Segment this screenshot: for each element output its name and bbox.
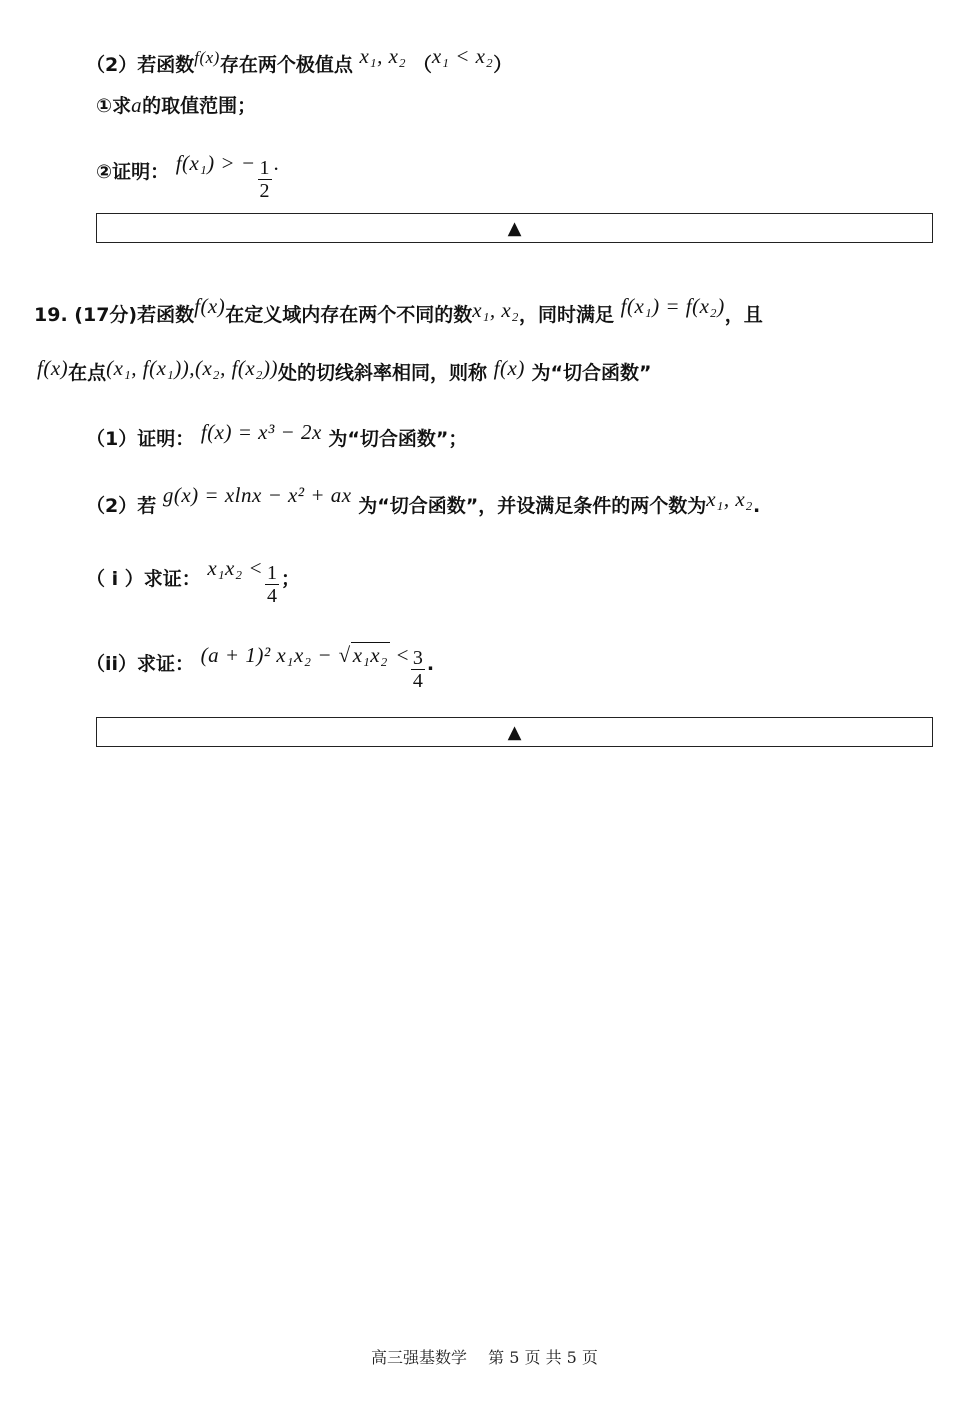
q19-line2-func: f(x) [37,356,69,380]
q18-part2-func: f(x) [194,48,220,67]
q18-part2-line [86,40,512,81]
q18-item1-text-b: 的取值范围； [142,95,257,117]
q19-line2-text2: 处的切线斜率相同，则称 [278,362,488,384]
q19-i-line [86,538,300,609]
q19-score: (17分)若函数 [74,304,195,326]
q18-item2-line [96,138,279,202]
q19-ii-frac-den: 4 [412,670,423,692]
q19-i-frac-num: 1 [267,562,278,584]
answer-box-19[interactable] [96,717,933,747]
q19-ii-end: . [426,653,435,675]
q18-cond-close: ） [493,54,513,76]
answer-box-18[interactable] [96,213,933,243]
q19-line2 [37,352,651,389]
q19-part2-vars: x₁, x₂ [706,487,753,511]
q19-line1 [34,290,763,331]
q18-item1-mark: ① [96,95,113,117]
q19-vars: x₁, x₂ [472,298,520,322]
q18-item1-var: a [131,93,143,117]
q19-text1: 在定义域内存在两个不同的数 [225,304,473,326]
page-footer: 高三强基数学 第 5 页 共 5 页 [371,1348,598,1367]
q19-i-fraction [265,562,279,607]
q19-i-expr: x₁x₂ < [207,556,264,580]
q18-part2-vars: x₁, x₂ [359,44,407,68]
q18-cond-open: （ [412,54,432,76]
q18-item2-frac-den: 2 [259,180,270,202]
q18-item1-line [96,89,256,122]
q19-i-end: ； [281,568,301,590]
q18-item2-end: . [273,151,280,175]
q19-number: 19. [34,304,68,326]
q19-part1-label: （1）证明： [86,428,195,450]
answer-triangle-icon: ▲ [507,217,522,239]
q19-ii-sqrt: x₁x₂ [352,643,388,667]
q19-part1-line [86,416,467,455]
q19-i-label: （ i ）求证： [86,568,201,590]
q19-func: f(x) [194,294,226,318]
q19-ii-lt: < [396,643,409,667]
q19-ii-label: （ii）求证： [86,653,195,675]
q18-item2-expr: f(x₁) > − [175,151,256,175]
q19-line2-text3: 为“切合函数” [531,362,652,384]
q18-item1-text-a: 求 [112,95,132,117]
q19-text2: ，同时满足 [519,304,615,326]
q19-part2-line [86,479,760,522]
q19-line2-points: (x₁, f(x₁)),(x₂, f(x₂)) [106,356,279,380]
q18-part2-cond: x₁ < x₂ [431,44,494,68]
q19-part1-end: 为“切合函数”； [328,428,468,450]
q19-part2-end: . [752,495,761,517]
q19-part2-expr: g(x) = xlnx − x² + ax [162,483,352,507]
q19-text3: ，且 [724,304,763,326]
q19-part1-expr: f(x) = x³ − 2x [200,420,322,444]
q19-eq: f(x₁) = f(x₂) [620,294,725,318]
q18-item2-frac-num: 1 [259,157,270,179]
q18-part2-mid: 存在两个极值点 [219,54,353,76]
q19-part2-text: 为“切合函数”，并设满足条件的两个数为 [358,495,707,517]
q19-ii-fraction [411,647,425,692]
q18-item2-fraction [258,157,272,202]
sqrt-radical-icon: √ [338,643,351,667]
q19-line2-text1: 在点 [68,362,107,384]
q19-part2-label: （2）若 [86,495,157,517]
q18-item2-label: ②证明： [96,161,170,183]
answer-triangle-icon: ▲ [507,721,522,743]
q19-i-frac-den: 4 [267,585,278,607]
q18-part2-label: （2）若函数 [86,54,195,76]
q19-ii-line [86,625,434,694]
q19-ii-frac-num: 3 [412,647,423,669]
q19-ii-expr-a: (a + 1)² x₁x₂ − [200,643,333,667]
q19-line2-func2: f(x) [493,356,525,380]
